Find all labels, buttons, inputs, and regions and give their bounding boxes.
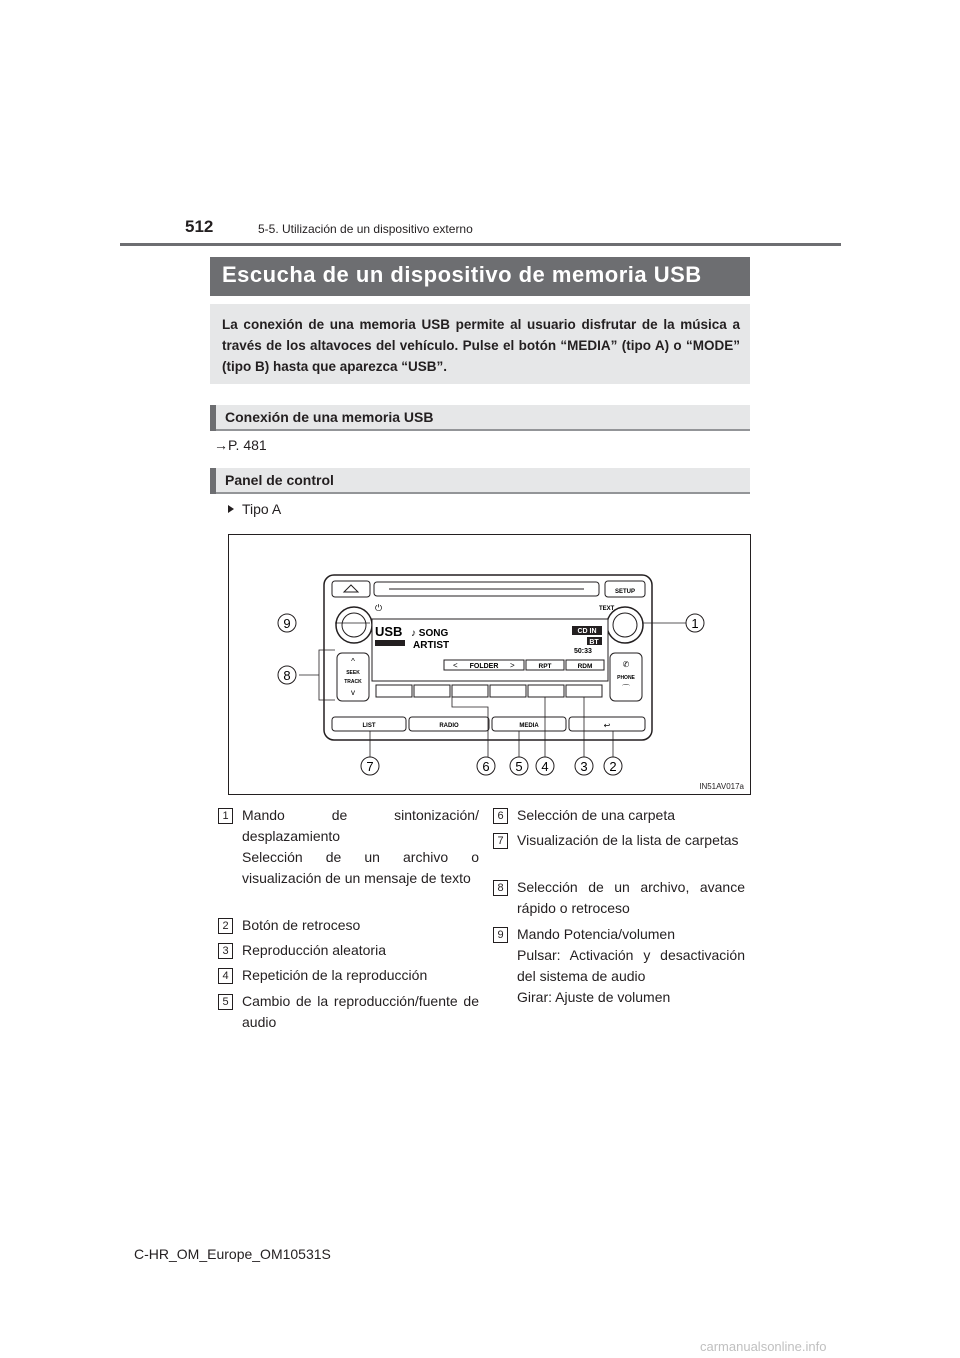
callout-5-label: 5 (515, 759, 523, 774)
artist-label: ARTIST (413, 640, 450, 651)
legend-number-4: 4 (218, 968, 233, 984)
media-label: MEDIA (519, 723, 539, 729)
subheading-accent (210, 405, 216, 431)
page-number: 512 (185, 217, 214, 236)
tune-scroll-knob-inner (613, 613, 637, 637)
setup-label: SETUP (614, 589, 636, 595)
legend-item-3 (222, 940, 479, 961)
chevron-up-icon: ^ (351, 657, 355, 666)
bt-label: BT (589, 639, 599, 646)
callout-8-label: 8 (283, 668, 291, 683)
callout-3-label: 3 (580, 759, 588, 774)
watermark: carmanualsonline.info (700, 1339, 827, 1354)
track-label: TRACK (344, 679, 362, 685)
usb-device-icon (375, 640, 405, 646)
callout-9-label: 9 (283, 616, 291, 631)
preset-button-1 (376, 685, 412, 697)
type-a-label (228, 501, 281, 517)
legend-item-9 (497, 924, 745, 1008)
chevron-left-icon: < (453, 661, 458, 670)
chevron-right-icon: > (510, 661, 515, 670)
callout-7-label: 7 (366, 759, 374, 774)
legend-number-2: 2 (218, 918, 233, 934)
song-label: ♪ SONG (411, 628, 449, 639)
subheading-accent (210, 468, 216, 494)
preset-button-6 (566, 685, 602, 697)
page-title: Escucha de un dispositivo de memoria USB (222, 262, 702, 287)
legend-item-8 (497, 877, 745, 919)
subheading-connection (210, 405, 750, 431)
type-a-text: Tipo A (242, 501, 282, 517)
legend-item-1-text: Mando de sintonización/ desplazamiento (242, 807, 479, 844)
callout-2-label: 2 (609, 759, 617, 774)
legend-number-3: 3 (218, 943, 233, 959)
rpt-label: RPT (538, 663, 552, 670)
phone-icon: ✆ (622, 660, 630, 669)
rdm-label: RDM (577, 663, 593, 670)
power-volume-knob-inner (342, 613, 366, 637)
legend-item-2 (222, 915, 479, 936)
legend-item-5-text: Cambio de la reproducción/fuente de audio (242, 993, 479, 1030)
time-display: 50:33 (574, 648, 592, 655)
usb-indicator: USB (375, 624, 403, 639)
section-title: 5-5. Utilización de un dispositivo externo (258, 222, 473, 236)
legend-number-5: 5 (218, 994, 233, 1010)
preset-button-3 (452, 685, 488, 697)
legend-item-5 (222, 991, 479, 1033)
eject-button (332, 581, 370, 597)
audio-panel-diagram (229, 535, 750, 794)
subheading-connection-label: Conexión de una memoria USB (225, 409, 434, 425)
folder-label: FOLDER (469, 663, 499, 670)
legend-item-1-sub: Selección de un archivo o visualización de un mensaje de texto (242, 849, 479, 886)
callout-4-label: 4 (541, 759, 549, 774)
preset-button-5 (528, 685, 564, 697)
legend-item-9-sub1: Pulsar: Activación y desactivación del sistema de audio (517, 947, 745, 984)
legend-item-7-text: Visualización de la lista de carpetas (517, 832, 739, 848)
legend-number-8: 8 (493, 880, 508, 896)
legend-item-2-text: Botón de retroceso (242, 917, 361, 933)
legend-item-3-text: Reproducción aleatoria (242, 942, 386, 958)
subheading-control-panel (210, 468, 750, 494)
chevron-down-icon: v (351, 688, 355, 697)
triangle-bullet-icon (228, 505, 234, 513)
legend-item-9-text: Mando Potencia/volumen (517, 926, 675, 942)
cd-in-label: CD IN (577, 628, 597, 635)
legend-number-9: 9 (493, 927, 508, 943)
text-label: TEXT (599, 606, 615, 612)
legend-item-4 (222, 965, 479, 986)
intro-text: La conexión de una memoria USB permite al usuario disfrutar de la música a través de los altavoces del vehículo. Pulse el botón “MEDIA” (tipo A) o “MODE” (tipo B) hasta que aparezca “USB”. (222, 317, 740, 374)
callout-6-label: 6 (482, 759, 490, 774)
legend-item-6 (497, 805, 745, 826)
header-divider (120, 243, 841, 246)
legend-item-1 (222, 805, 479, 889)
legend-item-4-text: Repetición de la reproducción (242, 967, 428, 983)
legend-number-1: 1 (218, 808, 233, 824)
legend-item-8-text: Selección de un archivo, avance rápido o retroceso (517, 879, 745, 916)
legend-number-7: 7 (493, 833, 508, 849)
power-icon: ⏻ (375, 603, 383, 613)
back-arrow-icon: ↩ (603, 721, 611, 730)
footer-doc-id: C-HR_OM_Europe_OM10531S (134, 1246, 331, 1262)
phone-label: PHONE (617, 675, 635, 681)
radio-label: RADIO (439, 723, 459, 729)
page-reference-link[interactable]: →P. 481 (214, 437, 267, 453)
legend-number-6: 6 (493, 808, 508, 824)
callout-1-label: 1 (691, 616, 699, 631)
hangup-icon: ⌒ (622, 684, 630, 693)
preset-button-2 (414, 685, 450, 697)
subheading-control-panel-label: Panel de control (225, 472, 334, 488)
preset-button-4 (490, 685, 526, 697)
legend-item-7 (497, 830, 745, 851)
seek-label: SEEK (346, 670, 360, 676)
figure-code: IN51AV017a (699, 782, 744, 791)
legend-item-6-text: Selección de una carpeta (517, 807, 675, 823)
legend-item-9-sub2: Girar: Ajuste de volumen (517, 989, 671, 1005)
list-label: LIST (362, 723, 376, 729)
audio-panel-figure (228, 534, 751, 795)
